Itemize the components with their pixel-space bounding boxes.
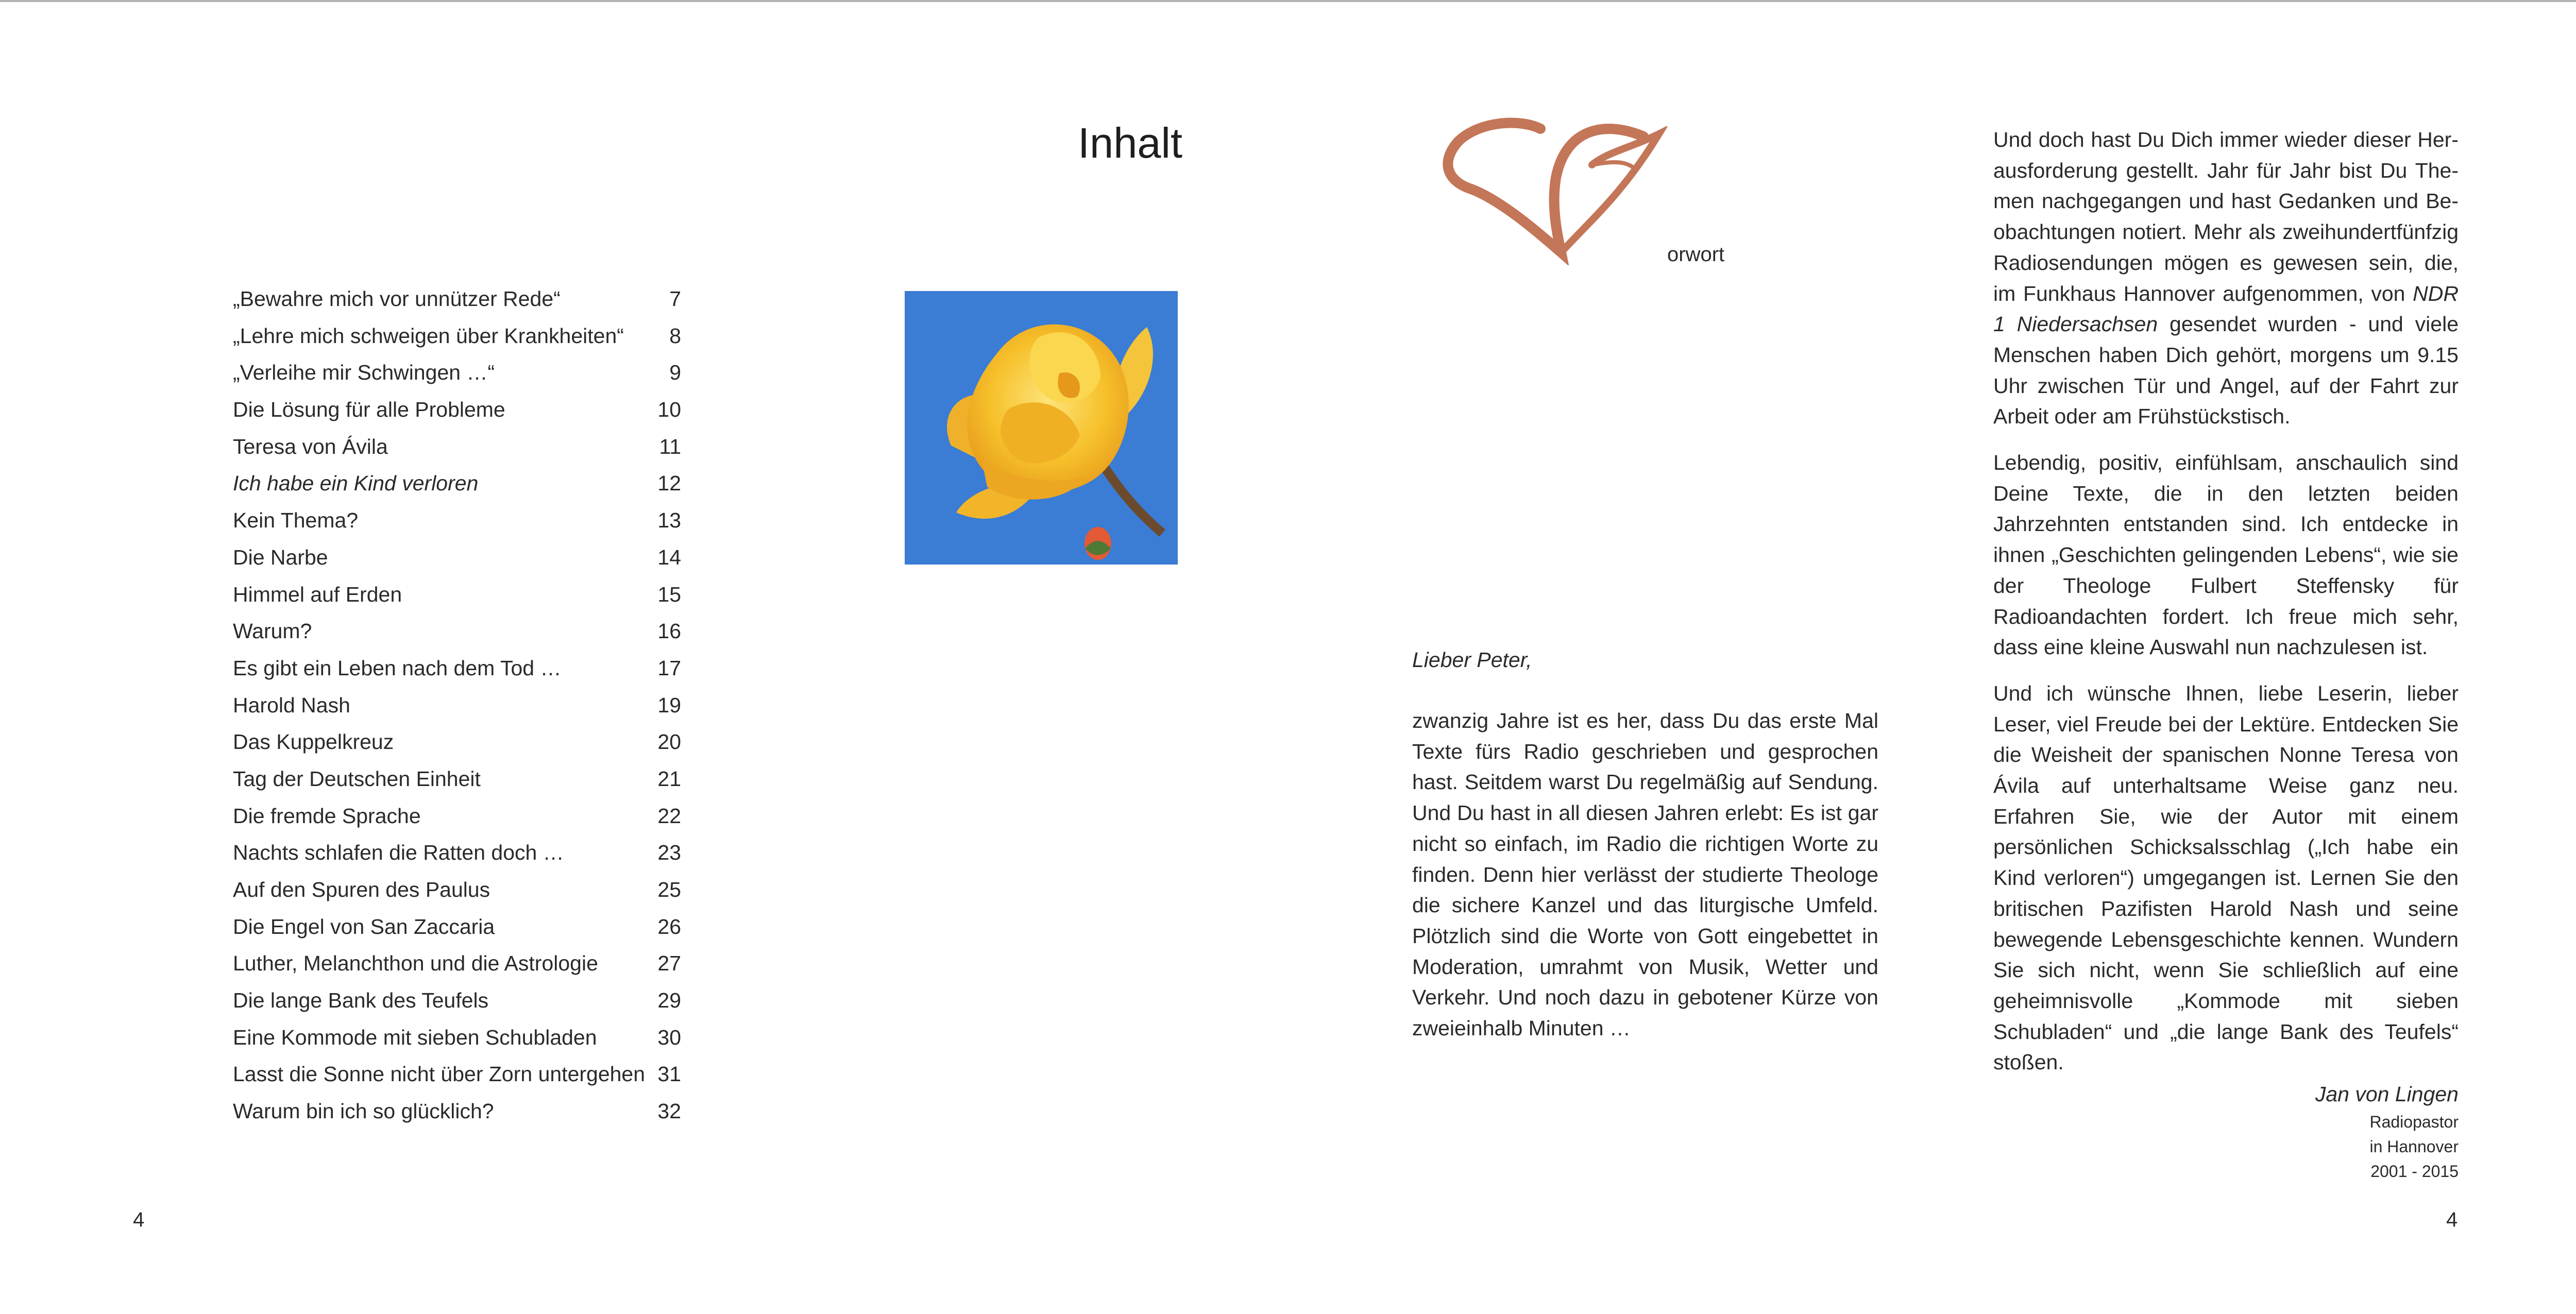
toc-entry-title: Das Kuppelkreuz	[233, 730, 394, 754]
toc-entry-page: 20	[657, 730, 681, 754]
toc-entry	[233, 1021, 681, 1058]
toc-entry-title: Warum?	[233, 619, 312, 643]
paragraph: Und ich wünsche Ihnen, liebe Leserin, lieber Leser, viel Freude bei der Lektüre. Entdecken Sie die Weisheit der spanischen Nonne Teresa von Ávila auf unterhaltsame Weise ganz neu. Erfahren Sie, wie der Autor mit einem persönlichen Schicksalsschlag („Ich habe ein Kind verloren“) umgegangen ist. Lernen Sie den britischen Pazifisten Harold Nash und seine bewegende Lebensgeschichte kennen. Wundern Sie sich nicht, wenn Sie schließlich auf eine geheimnisvolle „Kommode mit sieben Schubladen“ und „die lange Bank des Teufels“ stoßen.	[1993, 681, 2459, 1074]
paragraph	[1993, 125, 2459, 432]
toc-entry-title: Nachts schlafen die Ratten doch …	[233, 841, 564, 865]
toc-entry	[233, 1057, 681, 1095]
toc-entry	[233, 689, 681, 726]
page-number-left: 4	[133, 1208, 145, 1231]
toc-entry-page: 12	[657, 471, 681, 496]
toc-entry-page: 11	[659, 434, 681, 458]
toc-entry-title: Himmel auf Erden	[233, 582, 402, 606]
toc-entry	[233, 467, 681, 504]
toc-entry	[233, 652, 681, 689]
signature-role: Radiopastor	[2369, 1113, 2459, 1131]
toc-entry	[233, 762, 681, 799]
toc-entry	[233, 541, 681, 578]
foreword-greeting: Lieber Peter,	[1412, 648, 1532, 672]
toc-entry	[233, 615, 681, 652]
toc-entry-title: „Bewahre mich vor unnützer Rede“	[233, 287, 561, 311]
paragraph: Lebendig, positiv, einfühlsam, anschaulich sind Deine Texte, die in den letzten beiden Jahrzehnten entstanden sind. Ich entdecke in ihnen „Geschichten gelingenden Lebens“, wie sie der Theologe Fulbert Steffensky für Radioandachten fordert. Ich freue mich sehr, dass eine kleine Auswahl nun nachzulesen ist.	[1993, 451, 2459, 659]
toc-title: Inhalt	[1078, 119, 1183, 167]
toc-entry	[233, 282, 681, 319]
toc-entry-page: 26	[657, 914, 681, 938]
toc-entry-title: Die Engel von San Zaccaria	[233, 914, 495, 938]
toc-entry-page: 15	[657, 582, 681, 606]
signature-block	[2215, 1079, 2459, 1184]
toc-entry-title: Luther, Melanchthon und die Astrologie	[233, 951, 598, 976]
toc-entry-title: Auf den Spuren des Paulus	[233, 878, 490, 901]
toc-entry-page: 31	[657, 1062, 681, 1086]
signature-name: Jan von Lingen	[2315, 1082, 2459, 1106]
toc-entry-title: Warum bin ich so glücklich?	[233, 1099, 494, 1123]
toc-entry-page: 23	[657, 841, 681, 865]
yellow-rose-photo	[905, 291, 1178, 565]
paragraph: zwanzig Jahre ist es her, dass Du das erste Mal Texte fürs Radio geschrieben und gesprochen hast. Seitdem warst Du regelmäßig auf Sendung. Und Du hast in all diesen Jahren erlebt: Es ist gar nicht so einfach, im Radio die richtigen Worte zu finden. Denn hier verlässt der studierte Theologe die sichere Kanzel und das liturgische Umfeld. Plötzlich sind die Worte von Gott eingebettet in Moderation, umrahmt von Musik, Wetter und Verkehr. Und noch dazu in gebotener Kürze von zweieinhalb Minuten …	[1412, 709, 1878, 1040]
toc-entry	[233, 578, 681, 615]
toc-entry-title: Es gibt ein Leben nach dem Tod …	[233, 656, 562, 680]
toc-entry-page: 21	[657, 766, 681, 791]
toc-entry-page: 9	[669, 361, 681, 385]
toc-entry-title: Die fremde Sprache	[233, 804, 421, 828]
toc-entry	[233, 393, 681, 430]
toc-entry	[233, 356, 681, 393]
toc-entry-page: 17	[657, 656, 681, 680]
toc-entry	[233, 910, 681, 947]
text-run: Und doch hast Du Dich immer wieder dieser Herausforderung gestellt. Jahr für Jahr bist Du Themen nachgegangen und hast Gedanken und Beobachtungen notiert. Mehr als zweihundertfünfzig Radiosendungen mögen es gewesen sein, die, im Funkhaus Hannover aufgenommen, von	[1993, 128, 2459, 305]
toc-entry-page: 30	[657, 1025, 681, 1049]
toc-entry	[233, 1095, 681, 1132]
toc-entry	[233, 319, 681, 356]
toc-entry	[233, 836, 681, 873]
toc-entry-title: Die Narbe	[233, 545, 328, 569]
toc-entry-title: „Lehre mich schweigen über Krankheiten“	[233, 323, 624, 348]
toc-entry	[233, 984, 681, 1021]
top-border	[0, 0, 2576, 2]
toc-entry-title: Tag der Deutschen Einheit	[233, 766, 481, 791]
decorative-initial-v	[1437, 116, 1667, 265]
toc-entry-page: 10	[657, 398, 681, 422]
signature-years: 2001 - 2015	[2370, 1162, 2459, 1181]
text-run: gesendet wurden - und viele Menschen haben Dich gehört, morgens um 9.15 Uhr zwischen Tür und Angel, auf der Fahrt zur Arbeit oder am Frühstückstisch.	[1993, 312, 2459, 429]
toc-entry-page: 29	[657, 988, 681, 1013]
toc-entry-page: 8	[669, 323, 681, 348]
toc-entry-page: 19	[657, 693, 681, 717]
toc-entry	[233, 504, 681, 541]
toc-entry-page: 25	[657, 878, 681, 901]
foreword-title: orwort	[1667, 243, 1725, 266]
toc-entry-page: 27	[657, 951, 681, 976]
toc-entry-page: 14	[657, 545, 681, 569]
foreword-column-middle	[1412, 706, 1878, 1060]
toc-entry-title: Harold Nash	[233, 693, 350, 717]
toc-entry-title: Die Lösung für alle Probleme	[233, 398, 505, 422]
toc-entry-title: Kein Thema?	[233, 508, 359, 533]
toc-entry	[233, 430, 681, 467]
toc-entry-page: 22	[657, 804, 681, 828]
toc-entry	[233, 947, 681, 984]
toc-entry-page: 7	[669, 287, 681, 311]
signature-location: in Hannover	[2369, 1137, 2459, 1156]
toc-entry-page: 32	[657, 1099, 681, 1123]
toc-entry-title: Die lange Bank des Teufels	[233, 988, 489, 1013]
toc-entry-page: 13	[657, 508, 681, 533]
table-of-contents	[233, 282, 681, 1132]
italic-text-run: NDR 1 Niedersachsen	[1993, 281, 2459, 336]
toc-entry	[233, 725, 681, 762]
toc-entry-title: Lasst die Sonne nicht über Zorn untergehen	[233, 1062, 646, 1086]
toc-entry	[233, 799, 681, 837]
toc-entry-title: Eine Kommode mit sieben Schubladen	[233, 1025, 597, 1049]
toc-entry-title: Teresa von Ávila	[233, 434, 388, 458]
page-number-right: 4	[2446, 1208, 2458, 1231]
toc-entry-title: „Verleihe mir Schwingen …“	[233, 361, 495, 385]
foreword-column-right	[1993, 125, 2459, 1094]
toc-entry	[233, 873, 681, 910]
toc-entry-title: Ich habe ein Kind verloren	[233, 471, 479, 496]
toc-entry-page: 16	[657, 619, 681, 643]
